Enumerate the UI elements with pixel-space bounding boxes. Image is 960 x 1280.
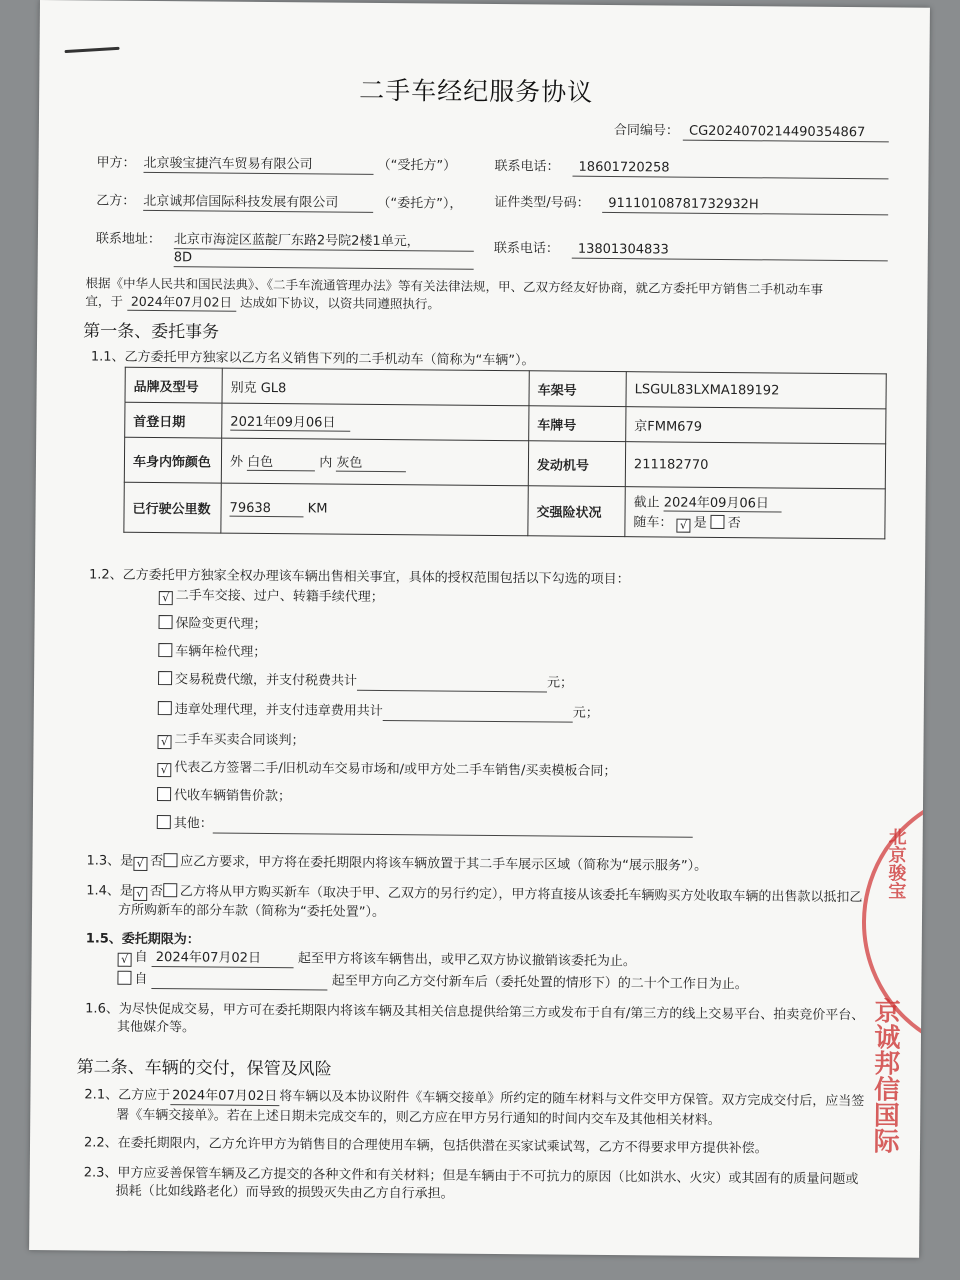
- seal-text-2: 京诚邦信国际: [868, 997, 901, 1154]
- clause-1-5-heading: 1.5、委托期限为：: [85, 931, 200, 948]
- option-label: 其他：: [173, 816, 213, 832]
- intro-line2: [85, 292, 440, 313]
- option-checkbox[interactable]: √: [159, 591, 173, 605]
- option-label: 交易税费代缴，并支付税费共计: [175, 672, 358, 689]
- option-violation[interactable]: [158, 701, 599, 723]
- brand-value: 别克 GL8: [222, 368, 529, 406]
- tax-amount-blank[interactable]: [357, 673, 547, 693]
- party-a-role: （“受托方”）: [377, 157, 457, 174]
- party-b-phone-row: [572, 241, 888, 262]
- term-option-1-text: 起至甲方将该车辆售出，或甲乙双方协议撤销该委托为止。: [297, 951, 637, 970]
- brand-label: 品牌及型号: [125, 367, 222, 403]
- option-checkbox[interactable]: [157, 815, 171, 829]
- clause-1-5-option-2: [117, 971, 747, 994]
- insurance-yes-label: 是: [693, 515, 707, 531]
- term-option-2-checkbox[interactable]: [117, 971, 131, 985]
- party-a-phone-row: [572, 159, 888, 180]
- party-b-label: 乙方：: [96, 193, 136, 209]
- option-tail: 元；: [547, 675, 574, 691]
- violation-amount-blank[interactable]: [383, 703, 573, 723]
- seal-text-1: 北京骏宝: [885, 827, 907, 900]
- option-inspection[interactable]: [158, 643, 266, 661]
- contract-number-row: [614, 122, 889, 142]
- party-b-id-row: [602, 195, 888, 215]
- km-value: 79638: [230, 500, 304, 517]
- km-unit: KM: [307, 500, 328, 517]
- insurance-cell: [625, 487, 885, 539]
- clause-1-4-yes-checkbox[interactable]: √: [133, 887, 147, 901]
- clause-2-3-line1: 2.3、甲方应妥善保管车辆及乙方提交的各种文件和有关材料；但是车辆由于不可抗力的原因（比如洪水、火灾）或其固有的质量问题或: [83, 1165, 859, 1188]
- option-checkbox[interactable]: √: [157, 735, 171, 749]
- insurance-until: 2024年09月06日: [664, 491, 782, 512]
- other-blank[interactable]: [213, 816, 693, 838]
- outer-color: 白色: [247, 451, 315, 472]
- party-a-name: 北京骏宝捷汽车贸易有限公司: [143, 155, 373, 175]
- option-label: 违章处理代理，并支付违章费用共计: [174, 702, 383, 720]
- insurance-with-label: 随车：: [633, 515, 673, 531]
- clause-1-6-line2: 其他媒介等。: [116, 1019, 196, 1036]
- party-b-name: 北京诚邦信国际科技发展有限公司: [143, 193, 373, 213]
- option-transfer[interactable]: [159, 587, 384, 607]
- plate-label: 车牌号: [529, 406, 626, 442]
- km-label: 已行驶公里数: [124, 482, 221, 533]
- contract-number-label: 合同编号：: [613, 123, 679, 139]
- option-label: 二手车买卖合同谈判；: [174, 732, 305, 749]
- clause-1-4-no: 否: [149, 883, 163, 900]
- party-a-label: 甲方：: [96, 155, 136, 171]
- intro-line1: 根据《中华人民共和国民法典》、《二手车流通管理办法》等有关法律法规，甲、乙双方经友好协商，就乙方委托甲方销售二手机动车事: [85, 275, 824, 297]
- option-checkbox[interactable]: [159, 615, 173, 629]
- engine-value: 211182770: [625, 442, 885, 489]
- option-checkbox[interactable]: [158, 671, 172, 685]
- clause-1-3-text: 应乙方要求，甲方将在委托期限内将该车辆放置于其二手车展示区域（简称为“展示服务”）。: [180, 854, 708, 874]
- option-negotiation[interactable]: [157, 731, 304, 750]
- insurance-label: 交强险状况: [528, 486, 625, 537]
- pen-mark: [65, 47, 120, 53]
- option-checkbox[interactable]: [158, 643, 172, 657]
- option-label: 代表乙方签署二手/旧机动车交易市场和/或甲方处二手车销售/买卖模板合同；: [174, 760, 617, 780]
- party-b-phone: 13801304833: [572, 241, 888, 262]
- table-row: [124, 482, 885, 539]
- contract-number: CG2024070214490354867: [683, 123, 889, 143]
- party-b-address-line2: [174, 249, 474, 270]
- clause-1-3-yes: 1.3、是: [86, 853, 134, 869]
- party-b-id: 91110108781732932H: [602, 195, 888, 215]
- table-row: [124, 437, 885, 489]
- option-label: 保险变更代理；: [175, 616, 267, 633]
- clause-2-1-a: 2.1、乙方应于: [84, 1087, 171, 1104]
- contract-page: [29, 0, 930, 1258]
- term-start-date: 2024年07月02日: [152, 949, 294, 968]
- insurance-no-checkbox[interactable]: [711, 515, 725, 529]
- clause-1-6-line1: 1.6、为尽快促成交易，甲方可在委托期限内将该车辆及其相关信息提供给第三方或发布于自有/第三方的线上交易平台、拍卖竞价平台、: [85, 1001, 865, 1024]
- party-a-phone: 18601720258: [572, 159, 888, 180]
- intro-line2-a: 宜，于: [85, 293, 123, 309]
- party-b-id-label: 证件类型/号码：: [494, 194, 590, 211]
- option-tax[interactable]: [158, 671, 573, 693]
- clause-2-1-b: 将车辆以及本协议附件《车辆交接单》所约定的随车材料与文件交甲方保管。双方完成交付后，应当签: [279, 1089, 865, 1110]
- option-checkbox[interactable]: [158, 701, 172, 715]
- party-b-address-text1: 北京市海淀区蓝靛厂东路2号院2楼1单元，: [174, 231, 474, 252]
- vin-value: LSGUL83LXMA189192: [626, 372, 886, 409]
- article-1-heading: 第一条、委托事务: [83, 321, 220, 343]
- option-label: 车辆年检代理；: [175, 644, 267, 660]
- vin-label: 车架号: [529, 371, 626, 407]
- reg-date-cell: [222, 403, 529, 441]
- party-a-phone-label: 联系电话：: [494, 158, 560, 175]
- clause-1-1: 1.1、乙方委托甲方独家以乙方名义销售下列的二手机动车（简称为“车辆”）。: [90, 349, 535, 369]
- clause-1-3: [86, 852, 707, 875]
- color-cell: [221, 438, 528, 486]
- term-option-2-blank[interactable]: [152, 971, 328, 991]
- term-option-2-text: 起至甲方向乙方交付新车后（委托处置的情形下）的二十个工作日为止。: [331, 973, 748, 993]
- party-b-name-row: [143, 193, 462, 214]
- inner-color-label: 内: [319, 455, 333, 471]
- option-checkbox[interactable]: [157, 787, 171, 801]
- reg-date-label: 首登日期: [125, 402, 222, 438]
- insurance-until-row: [634, 491, 877, 513]
- insurance-no-label: 否: [727, 516, 741, 532]
- term-from-label-2: 自: [134, 971, 148, 987]
- option-checkbox[interactable]: √: [157, 763, 171, 777]
- term-from-label: 自: [134, 949, 148, 965]
- clause-1-4-text: 乙方将从甲方购买新车（取决于甲、乙双方的另行约定），甲方将直接从该委托车辆购买方处收取车辆的出售款以抵扣乙: [179, 884, 863, 906]
- clause-1-4-yes: 1.4、是: [86, 883, 133, 899]
- option-label: 代收车辆销售价款；: [173, 788, 292, 805]
- clause-1-5-option-1: [118, 949, 636, 972]
- party-b-role: （“委托方”），: [377, 195, 463, 212]
- clause-1-4-no-checkbox[interactable]: [163, 883, 177, 897]
- party-a-name-row: [143, 155, 456, 176]
- document-title: 二手车经纪服务协议: [359, 75, 594, 107]
- clause-1-4-line2: 方所购新车的部分车款（简称为“委托处置”）。: [117, 902, 386, 921]
- clause-2-3-line2: 损耗（比如线路老化）而导致的损毁灭失由乙方自行承担。: [115, 1183, 454, 1202]
- clause-2-1-line2: 署《车辆交接单》。若在上述日期未完成交车的，则乙方应在甲方另行通知的时间内交车及其他相关材料。: [116, 1107, 721, 1128]
- clause-1-2: 1.2、乙方委托甲方独家全权办理该车辆出售相关事宜，具体的授权范围包括以下勾选的项目：: [88, 567, 630, 588]
- party-b-phone-label: 联系电话：: [493, 240, 559, 257]
- insurance-until-label: 截止: [633, 495, 660, 511]
- option-insurance[interactable]: [158, 615, 266, 633]
- color-label: 车身内饰颜色: [124, 437, 221, 483]
- term-option-1-checkbox[interactable]: √: [118, 953, 132, 967]
- insurance-yes-checkbox[interactable]: √: [677, 519, 691, 533]
- engine-label: 发动机号: [528, 441, 625, 487]
- vehicle-table: [123, 367, 886, 540]
- option-sign-contract[interactable]: [157, 759, 616, 781]
- clause-1-3-yes-checkbox[interactable]: √: [133, 857, 147, 871]
- option-label: 二手车交接、过户、转籍手续代理；: [175, 588, 384, 606]
- km-cell: [221, 483, 528, 536]
- insurance-with-row: [633, 511, 876, 534]
- inner-color: 灰色: [336, 452, 406, 473]
- plate-value: 京FMM679: [626, 407, 886, 444]
- outer-color-label: 外: [229, 454, 244, 470]
- reg-date-value: 2021年09月06日: [230, 411, 350, 432]
- intro-line2-b: 达成如下协议，以资共同遵照执行。: [239, 294, 441, 312]
- clause-1-3-no-checkbox[interactable]: [163, 853, 177, 867]
- clause-2-2: 2.2、在委托期限内，乙方允许甲方为销售目的合理使用车辆，包括供潜在买家试乘试驾，乙方不得要求甲方提供补偿。: [83, 1135, 768, 1157]
- option-collect-payment[interactable]: [157, 787, 291, 805]
- option-tail: 元；: [572, 705, 599, 721]
- intro-date: 2024年07月02日: [127, 293, 236, 312]
- article-2-heading: 第二条、车辆的交付，保管及风险: [76, 1057, 332, 1080]
- option-other[interactable]: [157, 815, 693, 838]
- party-b-address-label: 联系地址：: [95, 231, 161, 248]
- party-b-address-text2: 8D: [174, 249, 474, 270]
- clause-1-3-no: 否: [150, 853, 164, 870]
- clause-2-1-date: 2024年07月02日: [170, 1087, 279, 1106]
